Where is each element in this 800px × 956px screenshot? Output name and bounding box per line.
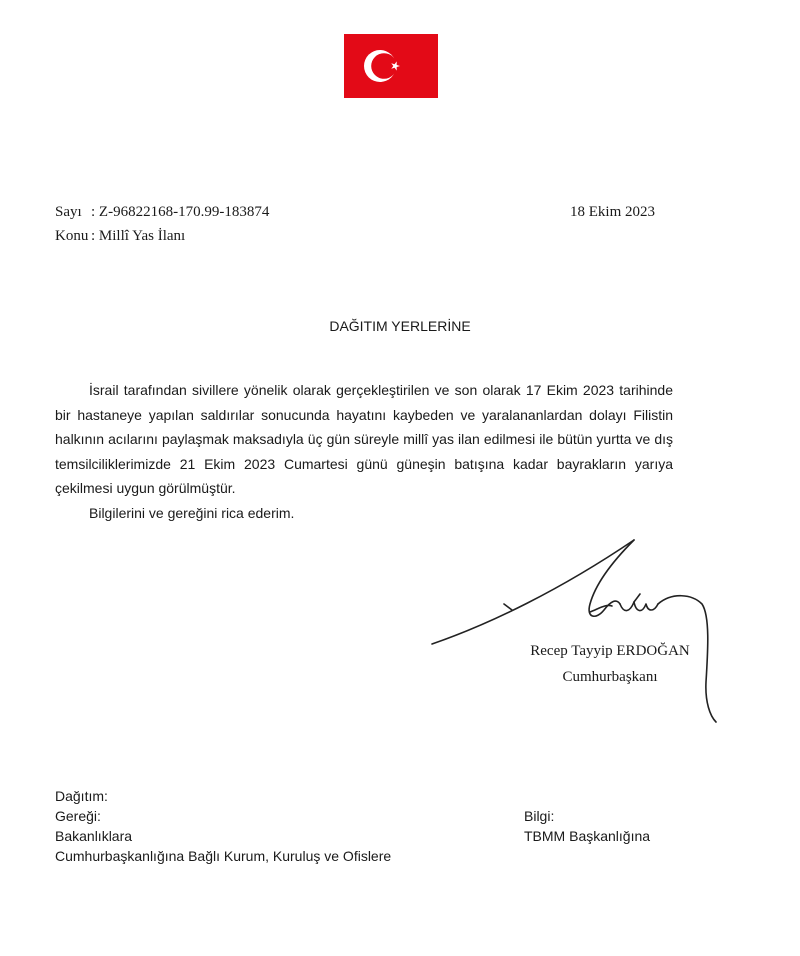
subject-value: : Millî Yas İlanı — [91, 228, 186, 244]
subject-row — [55, 224, 269, 248]
info-label: Bilgi: — [524, 808, 555, 824]
handwritten-signature — [420, 532, 740, 732]
info-block — [524, 806, 650, 846]
signer-block — [470, 638, 750, 690]
info-item: TBMM Başkanlığına — [524, 828, 651, 844]
document-date: 18 Ekim 2023 — [570, 204, 655, 220]
action-label: Gereği: — [55, 808, 101, 824]
closing-sentence: Bilgilerini ve gereğini rica ederim. — [89, 504, 295, 521]
ref-number-row — [55, 200, 269, 224]
ref-number-label: Sayı — [55, 204, 82, 220]
signer-title: Cumhurbaşkanı — [562, 669, 658, 685]
subject-label: Konu — [55, 228, 89, 244]
turkish-flag-icon — [344, 34, 438, 98]
signer-name: Recep Tayyip ERDOĞAN — [530, 643, 690, 659]
action-item: Cumhurbaşkanlığına Bağlı Kurum, Kuruluş ve Ofislere — [55, 848, 392, 864]
document-heading: DAĞITIM YERLERİNE — [329, 318, 471, 334]
ref-number-value: : Z-96822168-170.99-183874 — [91, 204, 270, 220]
distribution-label: Dağıtım: — [55, 788, 108, 804]
document-body — [55, 378, 673, 525]
distribution-block — [55, 786, 391, 866]
action-item: Bakanlıklara — [55, 828, 133, 844]
body-paragraph: İsrail tarafından sivillere yönelik olarak gerçekleştirilen ve son olarak 17 Ekim 2023 tarihinde bir hastaneye yapılan saldırılar sonucunda hayatını kaybeden ve yaralananlardan dolayı Filistin halkının acılarını paylaşmak maksadıyla üç gün süreyle millî yas ilan edilmesi ile bütün yurtta ve dış temsilciliklerimizde 21 Ekim 2023 Cumartesi günü güneşin batışına kadar bayrakların yarıya çekilmesi uygun görülmüştür. — [55, 382, 673, 496]
reference-block — [55, 200, 269, 248]
